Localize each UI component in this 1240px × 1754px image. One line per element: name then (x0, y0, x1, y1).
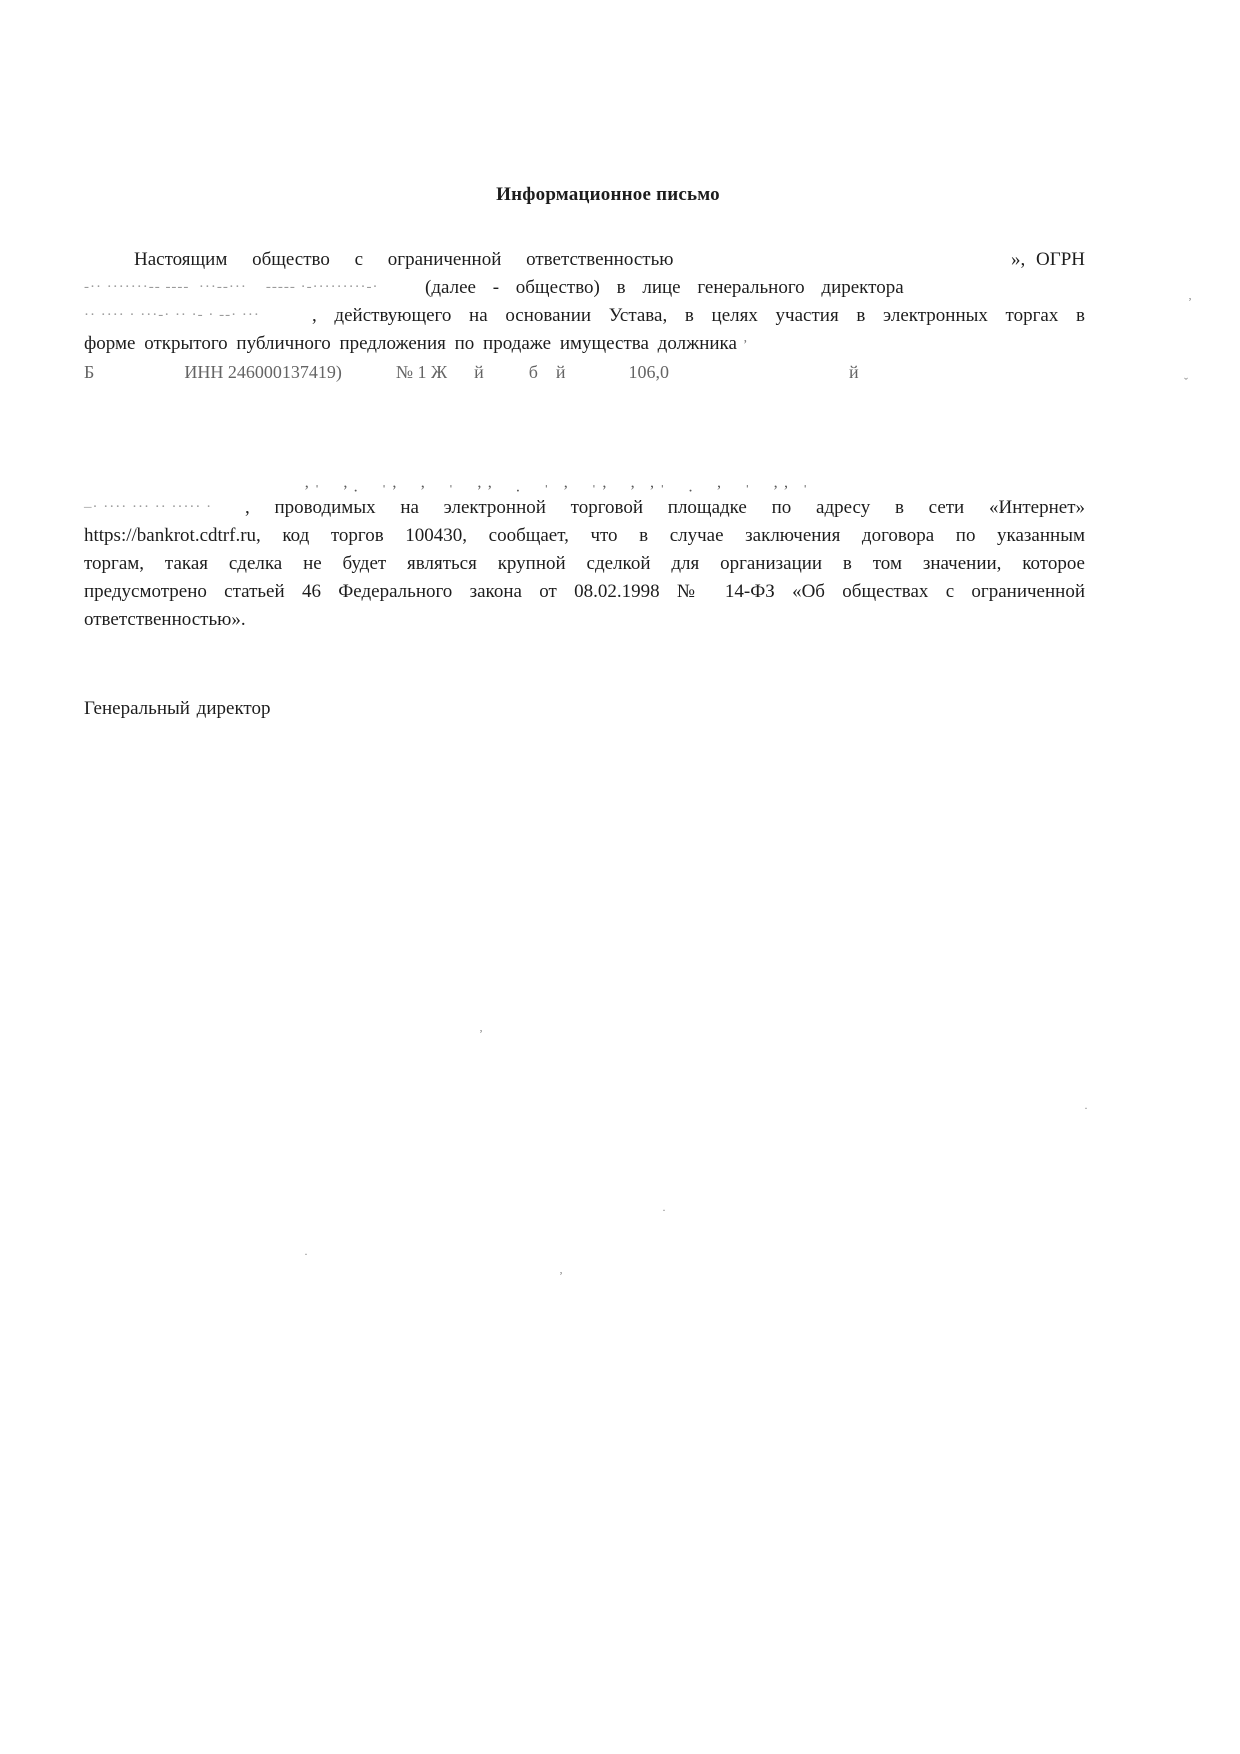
document-title: Информационное письмо (496, 184, 720, 205)
scan-smudge: ʼ (742, 338, 748, 353)
paragraph-line (84, 494, 1085, 522)
line-text: , проводимых на электронной торговой площадке по адресу в сети «Интернет» (245, 497, 1085, 518)
scan-speck: · (662, 1203, 666, 1217)
line-text: (далее - общество) в лице генерального директора (425, 277, 904, 298)
line-text: https://bankrot.cdtrf.ru, код торгов 100430, сообщает, что в случае заключения договора по указанным (84, 525, 1085, 546)
scan-speck: ʼ (1188, 295, 1192, 309)
paragraph-line (84, 578, 1085, 606)
line-text: форме открытого публичного предложения по продаже имущества должника (84, 333, 737, 354)
scan-speck: · (1084, 1101, 1088, 1115)
line-text: торгам, такая сделка не будет являться крупной сделкой для организации в том значении, которое (84, 553, 1085, 574)
paragraph-line (84, 330, 1085, 358)
paragraph-line (84, 274, 1085, 302)
paragraph-line (84, 246, 1085, 274)
ogrn-label: », ОГРН (1011, 249, 1085, 270)
scan-speck: ˇ (1184, 375, 1188, 389)
line-text: предусмотрено статьей 46 Федерального закона от 08.02.1998 № 14-ФЗ «Об обществах с ограниченной (84, 581, 1085, 602)
paragraph-opening (84, 246, 1085, 386)
scan-speck: ʼ (479, 1027, 483, 1041)
paragraph-line-with-url (84, 522, 1085, 550)
scan-speck: ʼ (559, 1269, 563, 1283)
redacted-line: ʼˈ ʼ· ˈʼ ʼ ˈ ʼʼ · ˈ ʼ ˈʼ ʼ ʼˈ · ʼ ˈ ʼʼ ˈ (304, 483, 813, 500)
signature-title: Генеральный директор (84, 698, 271, 719)
line-text: , действующего на основании Устава, в целях участия в электронных торгах в (312, 305, 1085, 326)
line-text: ответственностью». (84, 609, 246, 630)
redacted-text: -·· ·······-- ---- ···--··· ----- ·-·········-· (84, 279, 379, 295)
paragraph-line (84, 302, 1085, 330)
redacted-text: –· ···· ··· ·· ····· · (84, 499, 213, 515)
paragraph-main (84, 482, 1085, 634)
redacted-text: ·· ···· · ···-· ·· ·- · --· ··· (84, 307, 260, 323)
redacted-line: Б ИНН 246000137419) № 1 Ж й б й 106,0 й (84, 362, 859, 382)
line-text: Настоящим общество с ограниченной ответственностью (134, 249, 674, 270)
paragraph-line (84, 606, 1085, 634)
scan-speck: · (304, 1247, 308, 1261)
paragraph-line (84, 550, 1085, 578)
